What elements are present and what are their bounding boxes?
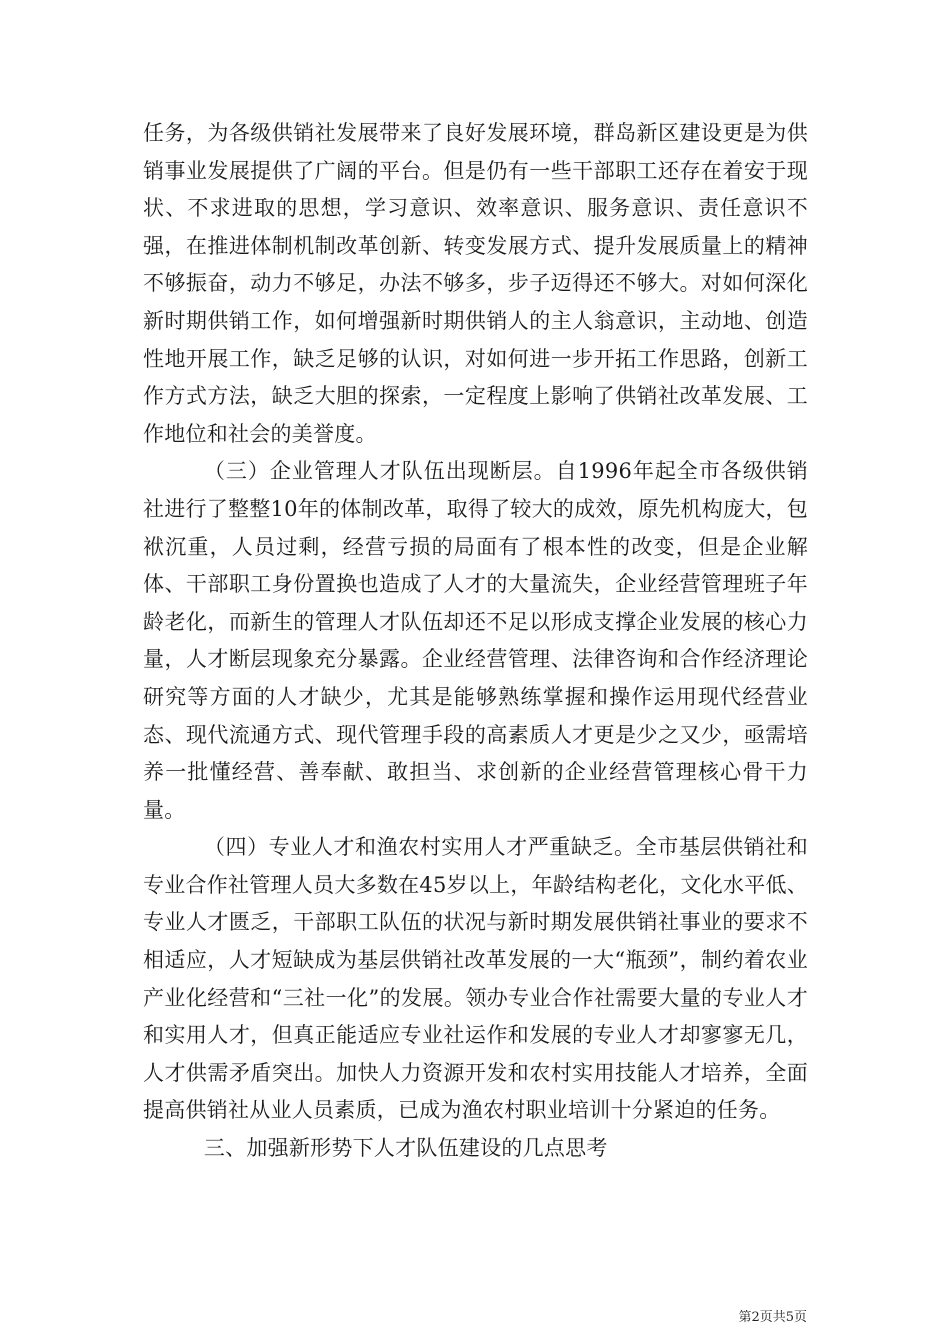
paragraph-continuation: 任务，为各级供销社发展带来了良好发展环境，群岛新区建设更是为供销事业发展提供了广阔的平台。但是仍有一些干部职工还存在着安于现状、不求进取的思想，学习意识、效率意识、服务意识、责任意识不强，在推进体制机制改革创新、转变发展方式、提升发展质量上的精神不够振奋，动力不够足，办法不够多，步子迈得还不够大。对如何深化新时期供销工作，如何增强新时期供销人的主人翁意识，主动地、创造性地开展工作，缺乏足够的认识，对如何进一步开拓工作思路，创新工作方式方法，缺乏大胆的探索，一定程度上影响了供销社改革发展、工作地位和社会的美誉度。 — [143, 121, 808, 446]
paragraph-section-three: （三）企业管理人才队伍出现断层。自1996年起全市各级供销社进行了整整10年的体制改革，取得了较大的成效，原先机构庞大，包袱沉重，人员过剩，经营亏损的局面有了根本性的改变，但是企业解体、干部职工身份置换也造成了人才的大量流失，企业经营管理班子年龄老化，而新生的管理人才队伍却还不足以形成支撑企业发展的核心力量，人才断层现象充分暴露。企业经营管理、法律咨询和合作经济理论研究等方面的人才缺少，尤其是能够熟练掌握和操作运用现代经营业态、现代流通方式、现代管理手段的高素质人才更是少之又少，亟需培养一批懂经营、善奉献、敢担当、求创新的企业经营管理核心骨干力量。 — [143, 459, 808, 822]
section-heading-three: 三、加强新形势下人才队伍建设的几点思考 — [203, 1136, 608, 1161]
page-number: 第2页共5页 — [738, 1310, 807, 1325]
document-body — [143, 115, 808, 1168]
paragraph-section-four: （四）专业人才和渔农村实用人才严重缺乏。全市基层供销社和专业合作社管理人员大多数在45岁以上，年龄结构老化，文化水平低、专业人才匮乏，干部职工队伍的状况与新时期发展供销社事业的要求不相适应，人才短缺成为基层供销社改革发展的一大“瓶颈”，制约着农业产业化经营和“三社一化”的发展。领办专业合作社需要大量的专业人才和实用人才，但真正能适应专业社运作和发展的专业人才却寥寥无几，人才供需矛盾突出。加快人力资源开发和农村实用技能人才培养，全面提高供销社从业人员素质，已成为渔农村职业培训十分紧迫的任务。 — [143, 835, 808, 1123]
